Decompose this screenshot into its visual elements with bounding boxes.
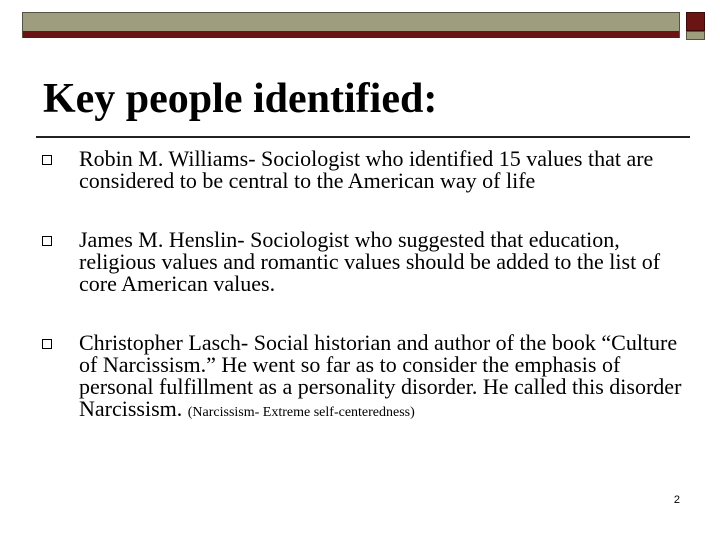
header-band — [22, 12, 680, 38]
title-divider — [36, 136, 690, 138]
bullet-text: James M. Henslin- Sociologist who suggested that education, religious values and romantic values should be added to the list of core American values. — [79, 227, 661, 296]
hollow-square-bullet-icon — [42, 155, 52, 165]
page-number: 2 — [673, 494, 680, 506]
definition-note: (Narcissism- Extreme self-centeredness) — [187, 405, 415, 420]
slide-title: Key people identified: — [43, 76, 438, 122]
hollow-square-bullet-icon — [42, 339, 52, 349]
corner-square-light — [686, 31, 705, 40]
corner-square-dark — [686, 12, 705, 31]
bullet-text: Christopher Lasch- Social historian and author of the book “Culture of Narcissism.” He went so far as to consider the emphasis of personal fulfillment as a personality disorder. He called this disorder Narcissism. — [79, 330, 682, 421]
header-band-stripe — [23, 31, 679, 38]
hollow-square-bullet-icon — [42, 236, 52, 246]
bullet-text-with-note — [79, 332, 683, 424]
bullet-text: Robin M. Williams- Sociologist who identified 15 values that are considered to be central to the American way of life — [79, 146, 654, 193]
